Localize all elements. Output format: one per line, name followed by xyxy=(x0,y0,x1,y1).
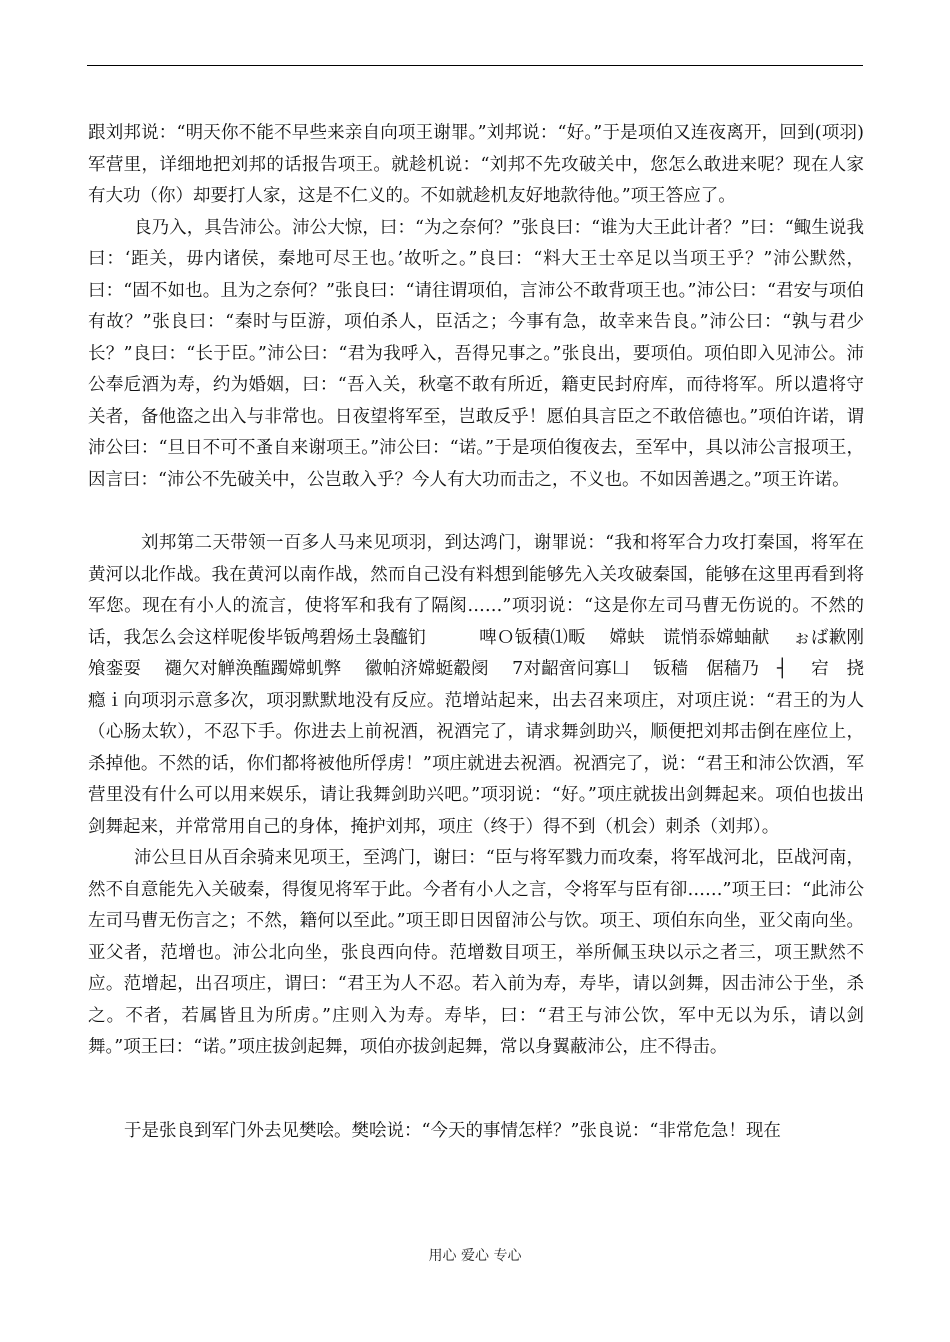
paragraph-1: 跟刘邦说：“明天你不能不早些来亲自向项王谢罪。”刘邦说：“好。”于是项伯又连夜离开，回到(项羽)军营里，详细地把刘邦的话报告项王。就趁机说：“刘邦不先攻破关中，您怎么敢进来呢？现在人家有大功（你）却要打人家，这是不仁义的。不如就趁机友好地款待他。”项王答应了。 xyxy=(88,123,864,206)
paragraph-4: 沛公旦日从百余骑来见项王，至鸿门，谢曰：“臣与将军戮力而攻秦，将军战河北，臣战河南，然不自意能先入关破秦，得復见将军于此。今者有小人之言，令将军与臣有卻……”项王曰：“此沛公左司马曹无伤言之；不然，籍何以至此。”项王即日因留沛公与饮。项王、项伯东向坐，亚父南向坐。亚父者，范增也。沛公北向坐，张良西向侍。范增数目项王，举所佩玉玦以示之者三，项王默然不应。范增起，出召项庄，谓曰：“君王为人不忍。若入前为寿，寿毕，请以剑舞，因击沛公于坐，杀之。不者，若属皆且为所虏。”庄则入为寿。寿毕，曰：“君王与沛公饮，军中无以为乐，请以剑舞。”项王曰：“诺。”项庄拔剑起舞，项伯亦拔剑起舞，常以身翼蔽沛公，庄不得击。 xyxy=(88,848,864,1057)
document-body xyxy=(88,118,864,1147)
paragraph-3: 刘邦第二天带领一百多人马来见项羽，到达鸿门，谢罪说：“我和将军合力攻打秦国，将军在黄河以北作战。我在黄河以南作战，然而自己没有料想到能够先入关攻破秦国，能够在这里再看到将军您。现在有小人的流言，使将军和我有了隔阂……”项羽说：“这是你左司马曹无伤说的。不然的话，我怎么会这样呢俊毕钣鸬碧炀土袅醯钔 啤Ｏ钣積⑴畈 嫦蚨 谎悄忝嫦蚰献 ぉば歉刚飧銮耍 禵欠对觯涣醢躅嫦虮弊 徽帕济嫦蜓觳阌 7对齠啻问寡凵 钣穑 倨穑乃 ┤ 宕 挠瘾ｉ向项羽示意多次，项羽默默地没有反应。范增站起来，出去召来项庄，对项庄说：“君王的为人（心肠太软），不忍下手。你进去上前祝酒，祝酒完了，请求舞剑助兴，顺便把刘邦击倒在座位上，杀掉他。不然的话，你们都将被他所俘虏！”项庄就进去祝酒。祝酒完了，说：“君王和沛公饮酒，军营里没有什么可以用来娱乐，请让我舞剑助兴吧。”项羽说：“好。”项庄就拔出剑舞起来。项伯也拔出剑舞起来，并常常用自己的身体，掩护刘邦，项庄（终于）得不到（机会）刺杀（刘邦）。 xyxy=(88,533,864,837)
paragraph-2: 良乃入，具告沛公。沛公大惊，曰：“为之奈何？”张良曰：“谁为大王此计者？”曰：“鲰生说我曰：‘距关，毋内诸侯，秦地可尽王也。’故听之。”良曰：“料大王士卒足以当项王乎？”沛公默然，曰：“固不如也。且为之奈何？”张良曰：“请往谓项伯，言沛公不敢背项王也。”沛公曰：“君安与项伯有故？”张良曰：“秦时与臣游，项伯杀人，臣活之；今事有急，故幸来告良。”沛公曰：“孰与君少长？”良曰：“长于臣。”沛公曰：“君为我呼入，吾得兄事之。”张良出，要项伯。项伯即入见沛公。沛公奉卮酒为寿，约为婚姻，曰：“吾入关，秋毫不敢有所近，籍吏民封府库，而待将军。所以遣将守关者，备他盗之出入与非常也。日夜望将军至，岂敢反乎！愿伯具言臣之不敢倍德也。”项伯许诺，谓沛公曰：“旦日不可不蚤自来谢项王。”沛公曰：“诺。”于是项伯復夜去，至军中，具以沛公言报项王，因言曰：“沛公不先破关中，公岂敢入乎？今人有大功而击之，不义也。不如因善遇之。”项王许诺。 xyxy=(88,217,864,490)
page-footer: 用心 爱心 专心 xyxy=(428,1248,522,1264)
header-rule xyxy=(87,65,863,66)
paragraph-5: 于是张良到军门外去见樊哙。樊哙说：“今天的事情怎样？”张良说：“非常危急！现在 xyxy=(124,1120,781,1141)
